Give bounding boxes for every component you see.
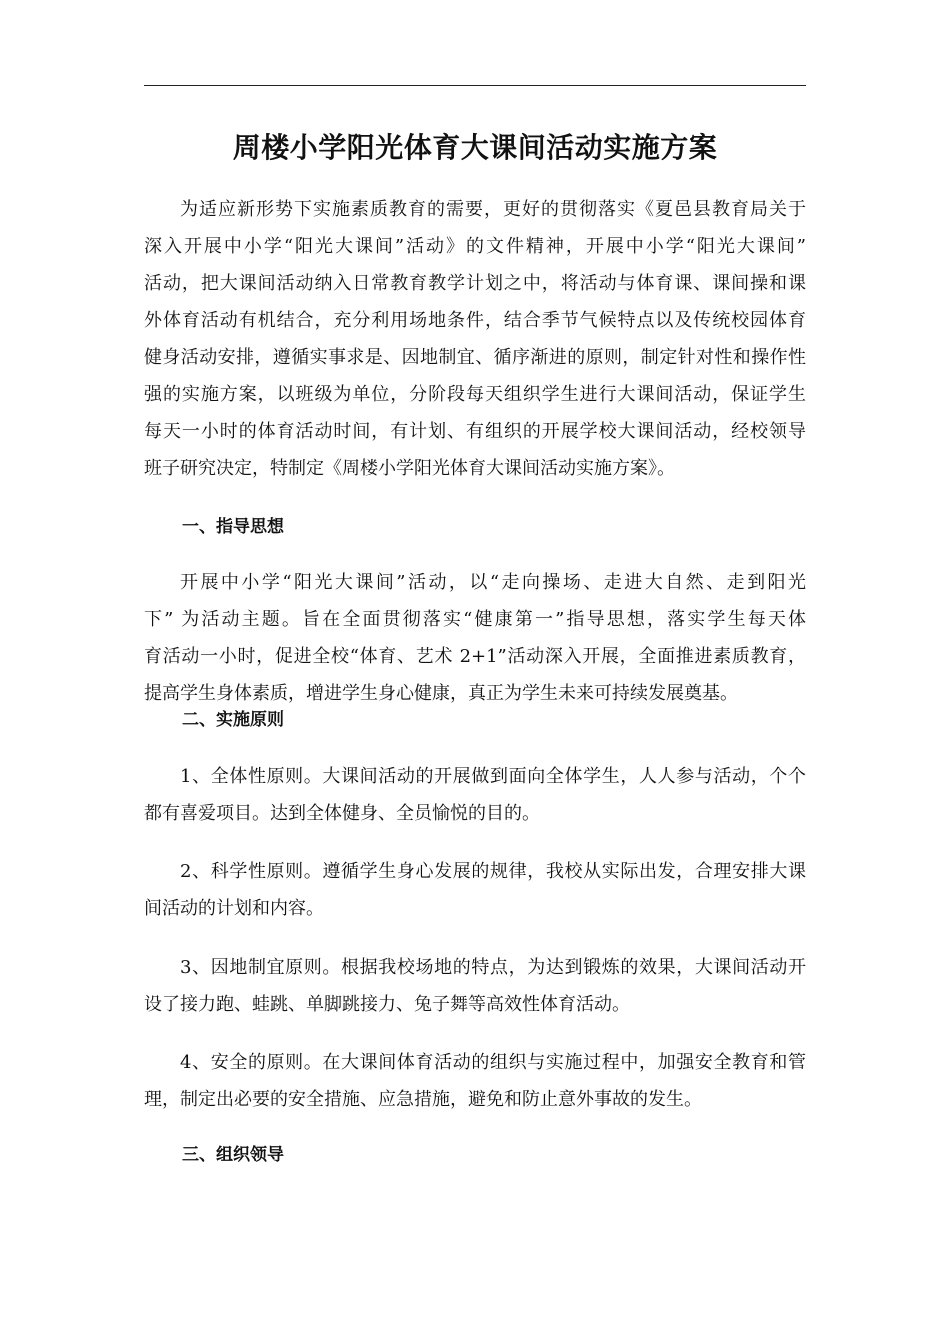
text-line: 3、因地制宜原则。根据我校场地的特点，为达到锻炼的效果，大课间活动开 xyxy=(180,957,806,978)
principle-paragraph-1 xyxy=(144,758,806,832)
document-title: 周楼小学阳光体育大课间活动实施方案 xyxy=(232,131,718,164)
text-line: 健身活动安排，遵循实事求是、因地制宜、循序渐进的原则，制定针对性和操作性 xyxy=(144,347,806,368)
text-line: 都有喜爱项目。达到全体健身、全员愉悦的目的。 xyxy=(144,803,540,824)
text-line: 开展中小学“阳光大课间”活动，以“走向操场、走进大自然、走到阳光 xyxy=(180,572,806,593)
principle-paragraph-4 xyxy=(144,1044,806,1118)
text-line: 提高学生身体素质，增进学生身心健康，真正为学生未来可持续发展奠基。 xyxy=(144,683,738,704)
text-line: 活动，把大课间活动纳入日常教育教学计划之中，将活动与体育课、课间操和课 xyxy=(144,273,806,294)
text-line: 间活动的计划和内容。 xyxy=(144,898,324,919)
text-line: 外体育活动有机结合，充分利用场地条件，结合季节气候特点以及传统校园体育 xyxy=(144,310,806,331)
section-heading-guiding-ideology: 一、指导思想 xyxy=(182,517,284,537)
text-line: 班子研究决定，特制定《周楼小学阳光体育大课间活动实施方案》。 xyxy=(144,458,675,479)
text-line: 设了接力跑、蛙跳、单脚跳接力、兔子舞等高效性体育活动。 xyxy=(144,994,630,1015)
text-line: 强的实施方案，以班级为单位，分阶段每天组织学生进行大课间活动，保证学生 xyxy=(144,384,806,405)
text-line: 4、安全的原则。在大课间体育活动的组织与实施过程中，加强安全教育和管 xyxy=(180,1052,806,1073)
header-rule xyxy=(144,85,806,86)
guiding-ideology-paragraph xyxy=(144,564,806,712)
text-line: 每天一小时的体育活动时间，有计划、有组织的开展学校大课间活动，经校领导 xyxy=(144,421,806,442)
principle-paragraph-2 xyxy=(144,853,806,927)
text-line: 下” 为活动主题。旨在全面贯彻落实“健康第一”指导思想，落实学生每天体 xyxy=(144,609,806,630)
principle-paragraph-3 xyxy=(144,949,806,1023)
text-line: 育活动一小时，促进全校“体育、艺术 2+1”活动深入开展，全面推进素质教育， xyxy=(144,646,806,667)
text-line: 为适应新形势下实施素质教育的需要，更好的贯彻落实《夏邑县教育局关于 xyxy=(180,199,806,220)
section-heading-organization: 三、组织领导 xyxy=(182,1145,284,1165)
intro-paragraph xyxy=(144,191,806,487)
text-line: 1、全体性原则。大课间活动的开展做到面向全体学生，人人参与活动，个个 xyxy=(180,766,806,787)
text-line: 2、科学性原则。遵循学生身心发展的规律，我校从实际出发，合理安排大课 xyxy=(180,861,806,882)
section-heading-principles: 二、实施原则 xyxy=(182,710,284,730)
text-line: 深入开展中小学“阳光大课间”活动》的文件精神，开展中小学“阳光大课间” xyxy=(144,236,806,257)
text-line: 理，制定出必要的安全措施、应急措施，避免和防止意外事故的发生。 xyxy=(144,1089,702,1110)
